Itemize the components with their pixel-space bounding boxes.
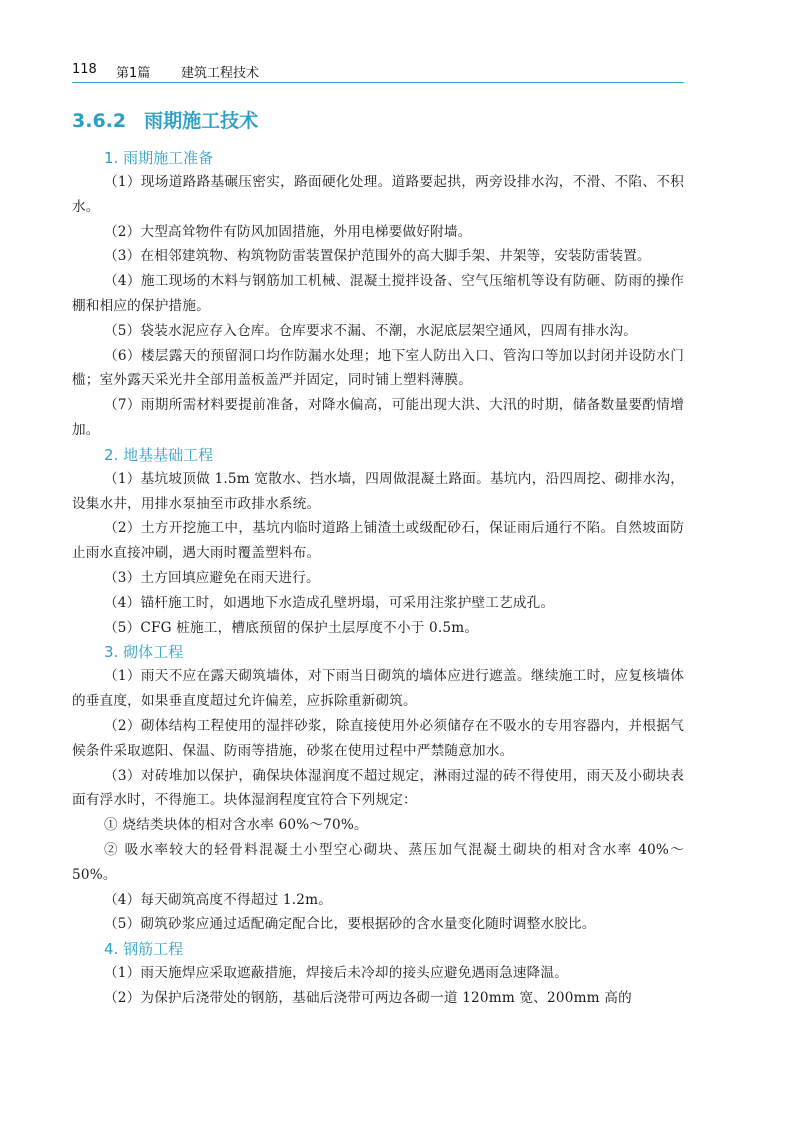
section-title-text: 雨期施工技术 [144,110,259,132]
paragraph: （1）雨天不应在露天砌筑墙体，对下雨当日砌筑的墙体应进行遮盖。继续施工时，应复核墙体的垂直度，如果垂直度超过允许偏差，应拆除重新砌筑。 [72,668,684,710]
paragraph: （2）为保护后浇带处的钢筋，基础后浇带可两边各砌一道 120mm 宽、200mm 高的 [104,989,632,1006]
page-number: 118 [72,62,97,77]
section-title [72,106,258,133]
paragraph: （6）楼层露天的预留洞口均作防漏水处理；地下室人防出入口、管沟口等加以封闭并设防水门槛；室外露天采光井全部用盖板盖严并固定，同时铺上塑料薄膜。 [72,347,684,389]
paragraph: （1）雨天施焊应采取遮蔽措施，焊接后未冷却的接头应避免遇雨急速降温。 [104,965,569,982]
subsection-title: 4. 钢筋工程 [104,940,184,959]
paragraph: （5）砌筑砂浆应通过适配确定配合比，要根据砂的含水量变化随时调整水胶比。 [104,916,596,933]
paragraph: （5）CFG 桩施工，槽底预留的保护土层厚度不小于 0.5m。 [104,619,479,636]
subsection-title: 3. 砌体工程 [104,643,184,662]
header-rule [72,82,684,83]
paragraph: （2）大型高耸物件有防风加固措施，外用电梯要做好附墙。 [104,223,472,240]
paragraph: （4）锚杆施工时，如遇地下水造成孔壁坍塌，可采用注浆护壁工艺成孔。 [104,594,555,611]
section-number: 3.6.2 [72,110,127,132]
subsection-title: 1. 雨期施工准备 [104,149,214,167]
paragraph: （1）基坑坡顶做 1.5m 宽散水、挡水墙，四周做混凝土路面。基坑内，沿四周挖、砌排水沟，设集水井，用排水泵抽至市政排水系统。 [72,470,684,512]
paragraph: （2）砌体结构工程使用的湿拌砂浆，除直接使用外必须储存在不吸水的专用容器内，并根据气候条件采取遮阳、保温、防雨等措施，砂浆在使用过程中严禁随意加水。 [72,717,684,759]
paragraph: （5）袋装水泥应存入仓库。仓库要求不漏、不潮，水泥底层架空通风，四周有排水沟。 [104,322,638,339]
subsection-title: 2. 地基基础工程 [104,445,214,464]
book-title: 建筑工程技术 [181,66,260,81]
paragraph: （4）每天砌筑高度不得超过 1.2m。 [104,891,332,908]
paragraph: （2）土方开挖施工中，基坑内临时道路上铺渣土或级配砂石，保证雨后通行不陷。自然坡面防止雨水直接冲刷，遇大雨时覆盖塑料布。 [72,520,684,562]
paragraph: （3）对砖堆加以保护，确保块体湿润度不超过规定，淋雨过湿的砖不得使用，雨天及小砌块表面有浮水时，不得施工。块体湿润程度宜符合下列规定： [72,767,684,809]
paragraph: （3）在相邻建筑物、构筑物防雷装置保护范围外的高大脚手架、井架等，安装防雷装置。 [104,248,651,265]
paragraph: （4）施工现场的木料与钢筋加工机械、混凝土搅拌设备、空气压缩机等设有防砸、防雨的操作棚和相应的保护措施。 [72,273,684,314]
paragraph: （3）土方回填应避免在雨天进行。 [104,569,320,586]
chapter-label: 第1篇 [116,66,151,81]
page-body [72,146,684,1011]
page-header [72,60,684,82]
paragraph: （7）雨期所需材料要提前准备，对降水偏高，可能出现大洪、大汛的时期，储备数量要酌情增加。 [72,397,684,438]
paragraph: （1）现场道路路基碾压密实，路面硬化处理。道路要起拱，两旁设排水沟，不滑、不陷、不积水。 [72,174,684,215]
list-item: ② 吸水率较大的轻骨料混凝土小型空心砌块、蒸压加气混凝土砌块的相对含水率 40%～50%。 [72,841,684,883]
list-item: ① 烧结类块体的相对含水率 60%～70%。 [104,817,368,834]
